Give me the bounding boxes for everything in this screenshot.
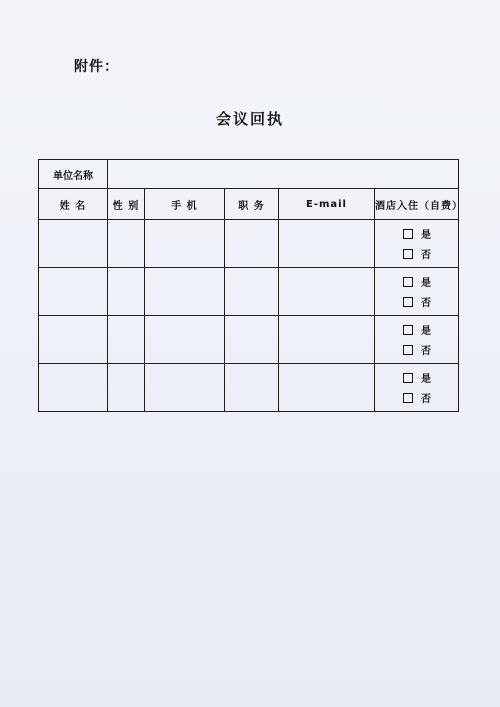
header-gender: 性 别 <box>108 189 145 220</box>
hotel-no-option[interactable] <box>375 340 458 360</box>
name-cell[interactable] <box>39 364 108 412</box>
unit-name-label: 单位名称 <box>39 160 108 189</box>
header-position: 职 务 <box>225 189 279 220</box>
position-cell[interactable] <box>225 364 279 412</box>
hotel-cell <box>375 220 459 268</box>
email-cell[interactable] <box>279 364 375 412</box>
checkbox-icon[interactable] <box>403 297 413 307</box>
header-mobile: 手 机 <box>145 189 225 220</box>
hotel-cell <box>375 316 459 364</box>
name-cell[interactable] <box>39 220 108 268</box>
gender-cell[interactable] <box>108 316 145 364</box>
hotel-no-label: 否 <box>421 394 431 405</box>
header-hotel: 酒店入住（自费） <box>375 189 459 220</box>
hotel-yes-option[interactable] <box>375 272 458 292</box>
unit-name-field[interactable] <box>108 160 459 189</box>
gender-cell[interactable] <box>108 364 145 412</box>
hotel-no-label: 否 <box>421 250 431 261</box>
mobile-cell[interactable] <box>145 316 225 364</box>
email-cell[interactable] <box>279 316 375 364</box>
hotel-yes-label: 是 <box>421 326 431 337</box>
hotel-yes-option[interactable] <box>375 224 458 244</box>
gender-cell[interactable] <box>108 220 145 268</box>
page-title: 会议回执 <box>215 110 284 128</box>
hotel-yes-label: 是 <box>421 278 431 289</box>
name-cell[interactable] <box>39 268 108 316</box>
hotel-yes-label: 是 <box>421 230 431 241</box>
checkbox-icon[interactable] <box>403 373 413 383</box>
hotel-no-option[interactable] <box>375 244 458 264</box>
checkbox-icon[interactable] <box>403 393 413 403</box>
hotel-no-label: 否 <box>421 346 431 357</box>
hotel-cell <box>375 364 459 412</box>
email-cell[interactable] <box>279 220 375 268</box>
attachment-label: 附件： <box>74 59 119 75</box>
checkbox-icon[interactable] <box>403 229 413 239</box>
checkbox-icon[interactable] <box>403 249 413 259</box>
hotel-yes-option[interactable] <box>375 320 458 340</box>
table-row <box>39 268 459 316</box>
hotel-no-option[interactable] <box>375 388 458 408</box>
position-cell[interactable] <box>225 220 279 268</box>
hotel-cell <box>375 268 459 316</box>
header-name: 姓 名 <box>39 189 108 220</box>
mobile-cell[interactable] <box>145 364 225 412</box>
hotel-no-label: 否 <box>421 298 431 309</box>
table-row <box>39 316 459 364</box>
table-row <box>39 220 459 268</box>
unit-name-row <box>39 160 459 189</box>
header-email: E-mail <box>279 189 375 220</box>
receipt-table <box>38 159 463 412</box>
hotel-no-option[interactable] <box>375 292 458 312</box>
checkbox-icon[interactable] <box>403 325 413 335</box>
gender-cell[interactable] <box>108 268 145 316</box>
mobile-cell[interactable] <box>145 220 225 268</box>
mobile-cell[interactable] <box>145 268 225 316</box>
table-row <box>39 364 459 412</box>
name-cell[interactable] <box>39 316 108 364</box>
checkbox-icon[interactable] <box>403 345 413 355</box>
position-cell[interactable] <box>225 316 279 364</box>
checkbox-icon[interactable] <box>403 277 413 287</box>
hotel-yes-option[interactable] <box>375 368 458 388</box>
position-cell[interactable] <box>225 268 279 316</box>
hotel-yes-label: 是 <box>421 374 431 385</box>
email-cell[interactable] <box>279 268 375 316</box>
table-header-row <box>39 189 459 220</box>
